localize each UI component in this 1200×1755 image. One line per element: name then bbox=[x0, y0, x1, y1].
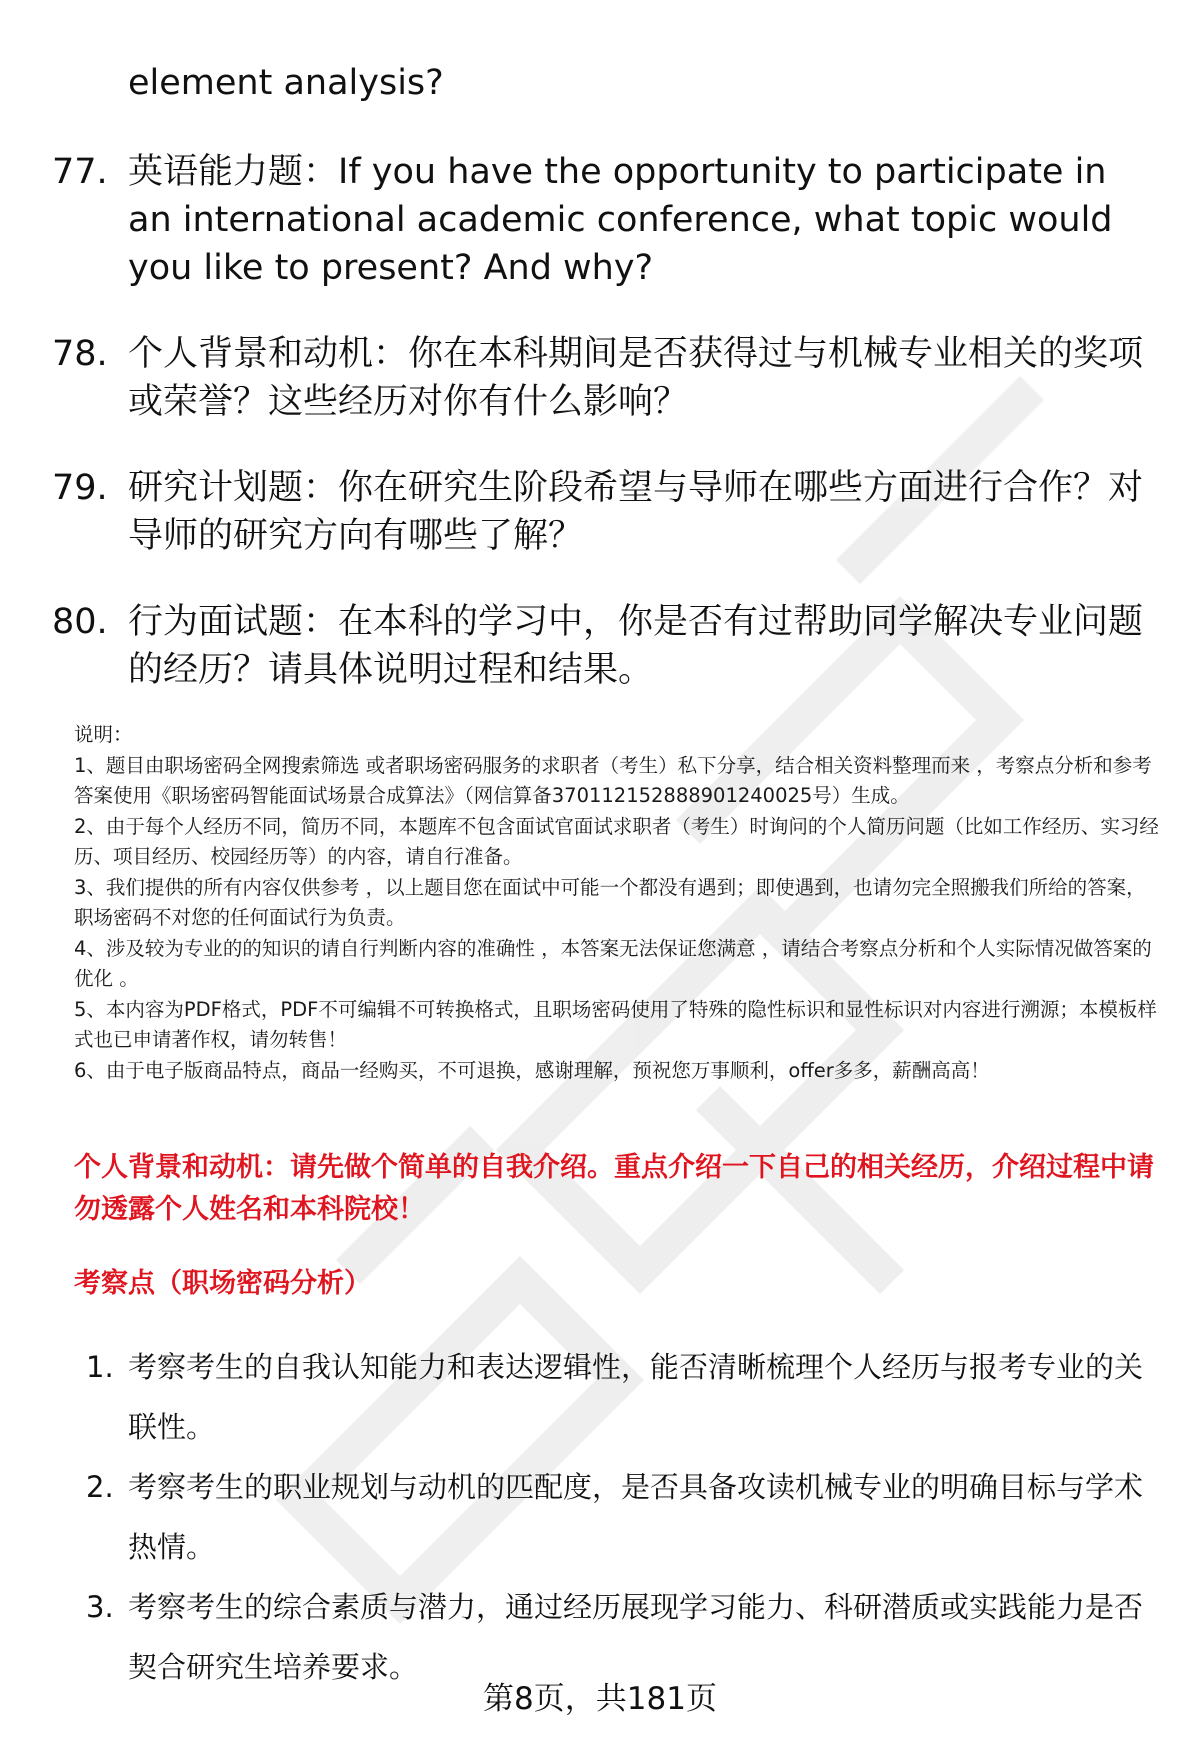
question-item bbox=[0, 330, 1200, 426]
notes-item: 6、由于电子版商品特点，商品一经购买，不可退换，感谢理解，预祝您万事顺利，offer多多，薪酬高高！ bbox=[74, 1058, 990, 1082]
question-item bbox=[0, 464, 1200, 560]
question-item bbox=[0, 148, 1200, 292]
question-number: 79. bbox=[52, 468, 108, 508]
analysis-point-number: 1. bbox=[86, 1350, 114, 1384]
analysis-point-number: 3. bbox=[86, 1590, 114, 1624]
question-number: 77. bbox=[52, 152, 108, 192]
question-text: 英语能力题：If you have the opportunity to participate in an international academic conference, what topic would you like to present? And why? bbox=[128, 152, 1113, 288]
analysis-points-list bbox=[0, 1337, 1200, 1697]
highlighted-question: 个人背景和动机：请先做个简单的自我介绍。重点介绍一下自己的相关经历，介绍过程中请勿透露个人姓名和本科院校！ bbox=[74, 1152, 1154, 1225]
analysis-point-number: 2. bbox=[86, 1470, 114, 1504]
disclaimer-notes bbox=[74, 720, 1164, 1086]
analysis-point-text: 考察考生的职业规划与动机的匹配度，是否具备攻读机械专业的明确目标与学术热情。 bbox=[128, 1470, 1144, 1564]
question-list bbox=[0, 148, 1200, 732]
notes-item: 5、本内容为PDF格式，PDF不可编辑不可转换格式，且职场密码使用了特殊的隐性标识和显性标识对内容进行溯源；本模板样式也已申请著作权，请勿转售！ bbox=[74, 997, 1157, 1051]
analysis-section-title: 考察点（职场密码分析） bbox=[74, 1268, 371, 1299]
notes-item: 1、题目由职场密码全网搜索筛选 或者职场密码服务的求职者（考生）私下分享，结合相关资料整理而来 ，考察点分析和参考答案使用《职场密码智能面试场景合成算法》（网信算备370112152888901240025号）生成。 bbox=[74, 753, 1152, 807]
question-text: 个人背景和动机：你在本科期间是否获得过与机械专业相关的奖项或荣誉？这些经历对你有什么影响？ bbox=[128, 334, 1144, 422]
question-text: 研究计划题：你在研究生阶段希望与导师在哪些方面进行合作？对导师的研究方向有哪些了解？ bbox=[128, 468, 1144, 556]
question-number: 78. bbox=[52, 334, 108, 374]
question-item bbox=[0, 598, 1200, 694]
analysis-point bbox=[0, 1337, 1200, 1457]
analysis-point-text: 考察考生的自我认知能力和表达逻辑性，能否清晰梳理个人经历与报考专业的关联性。 bbox=[128, 1350, 1144, 1444]
notes-item: 2、由于每个人经历不同，简历不同，本题库不包含面试官面试求职者（考生）时询问的个人简历问题（比如工作经历、实习经历、项目经历、校园经历等）的内容，请自行准备。 bbox=[74, 814, 1159, 868]
analysis-point bbox=[0, 1457, 1200, 1577]
question-number: 80. bbox=[52, 602, 108, 642]
question-continuation-text: element analysis? bbox=[128, 63, 444, 103]
analysis-point-text: 考察考生的综合素质与潜力，通过经历展现学习能力、科研潜质或实践能力是否契合研究生培养要求。 bbox=[128, 1590, 1144, 1684]
notes-item: 3、我们提供的所有内容仅供参考 ，以上题目您在面试中可能一个都没有遇到；即使遇到，也请勿完全照搬我们所给的答案，职场密码不对您的任何面试行为负责。 bbox=[74, 875, 1146, 929]
question-text: 行为面试题：在本科的学习中，你是否有过帮助同学解决专业问题的经历？请具体说明过程和结果。 bbox=[128, 602, 1144, 690]
page-number-footer: 第8页，共181页 bbox=[483, 1681, 717, 1717]
notes-title: 说明： bbox=[74, 723, 133, 746]
notes-item: 4、涉及较为专业的的知识的请自行判断内容的准确性 ，本答案无法保证您满意 ，请结合考察点分析和个人实际情况做答案的优化 。 bbox=[74, 936, 1152, 990]
